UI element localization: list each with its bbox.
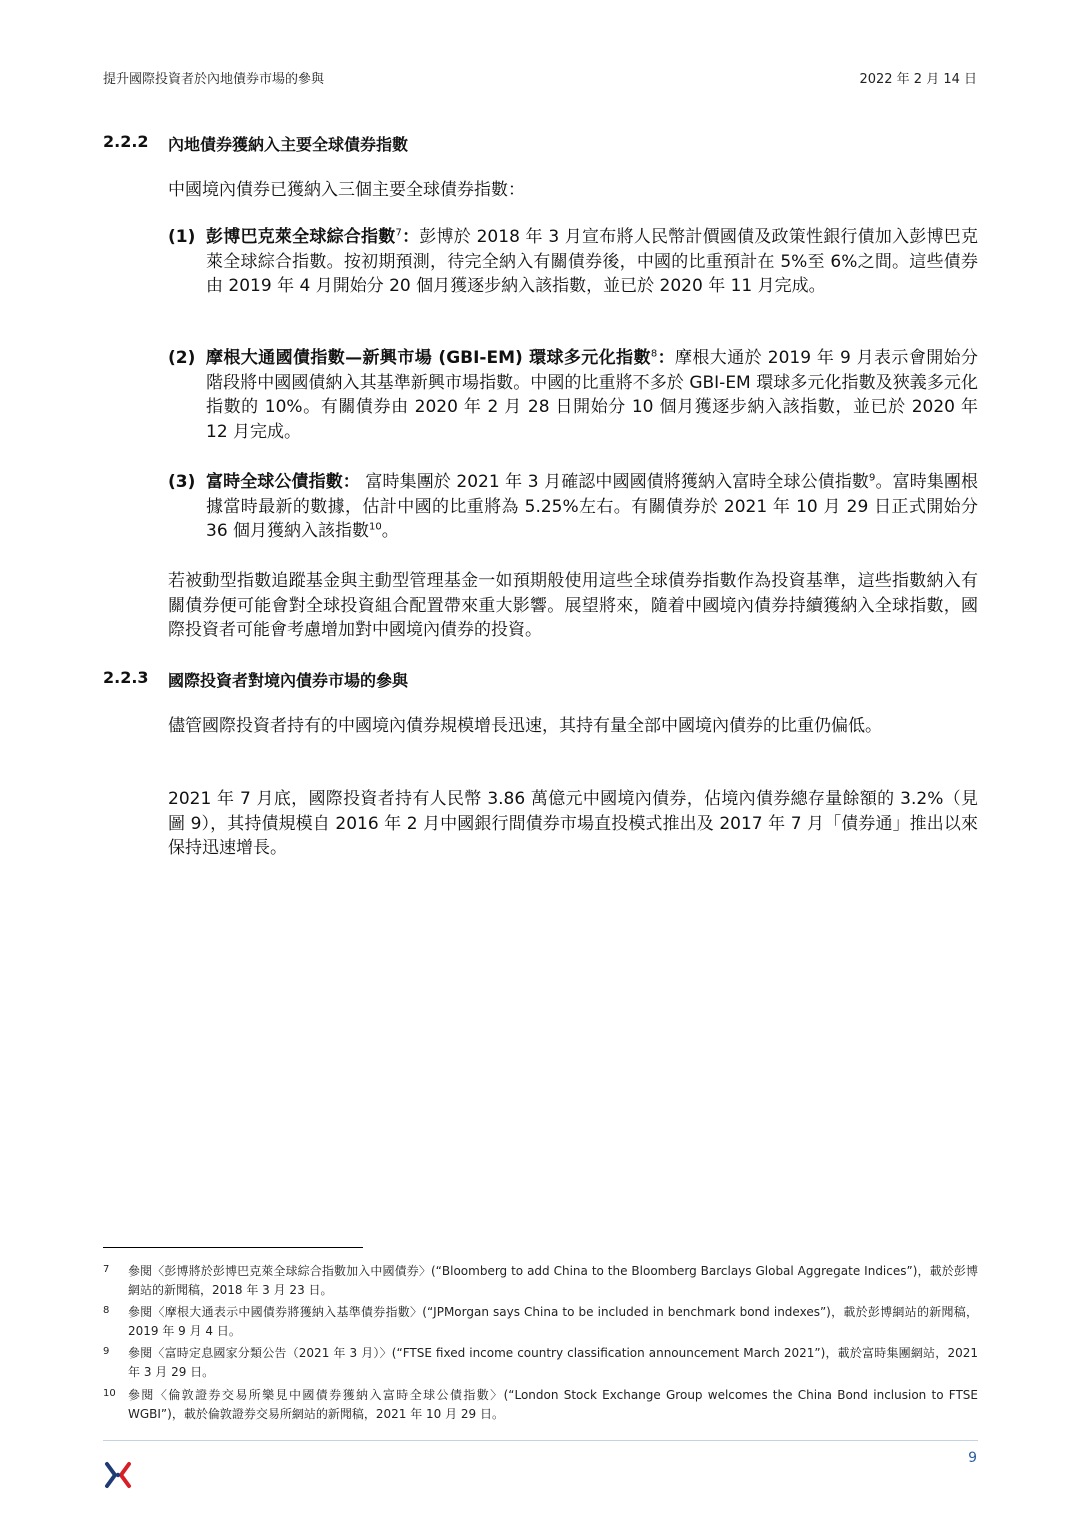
- hkex-x-logo-icon: [103, 1460, 133, 1490]
- footnote-text: 參閱〈彭博將於彭博巴克萊全球綜合指數加入中國債券〉(“Bloomberg to add China to the Bloomberg Barclays Global Aggregate Indices”)，載於彭博網站的新聞稿，2018 年 3 月 23 日。: [128, 1264, 978, 1297]
- footnote-number: 9: [103, 1346, 110, 1357]
- footnote-ref: 10: [369, 521, 382, 533]
- section-title: 內地債券獲納入主要全球債券指數: [168, 135, 409, 154]
- running-header-title: 提升國際投資者於內地債券市場的參與: [103, 72, 325, 87]
- footnote-number: 7: [103, 1264, 110, 1275]
- footnote-text: 參閱〈富時定息國家分類公告（2021 年 3 月）〉(“FTSE fixed income country classification announcement March 2021”)，載於富時集團網站，2021 年 3 月 29 日。: [128, 1346, 978, 1379]
- list-item-colon: ：: [657, 348, 676, 368]
- list-item-text: 富時集團於 2021 年 3 月確認中國國債將獲納入富時全球公債指數: [359, 472, 870, 492]
- running-header-date: 2022 年 2 月 14 日: [859, 72, 977, 87]
- list-item-number: (3): [168, 472, 196, 492]
- list-item-colon: ：: [401, 227, 420, 247]
- list-item: [206, 225, 978, 299]
- list-item-text: 彭博於 2018 年 3 月宣布將人民幣計價國債及政策性銀行債加入彭博巴克萊全球綜合指數。按初期預測，待完全納入有關債券後，中國的比重預計在 5%至 6%之間。這些債券由 2019 年 4 月開始分 20 個月獲逐步納入該指數，並已於 2020 年 11 月完成。: [206, 227, 978, 296]
- list-item-text: 。富時集團根據當時最新的數據，估計中國的比重將為 5.25%左右。有關債券於 2021 年 10 月 29 日正式開始分 36 個月獲納入該指數: [206, 472, 978, 541]
- footnote-separator: [103, 1247, 363, 1248]
- section-title: 國際投資者對境內債券市場的參與: [168, 671, 409, 690]
- section-number: 2.2.2: [103, 132, 149, 151]
- footnote-ref: 8: [650, 348, 658, 360]
- list-item-number: (2): [168, 348, 196, 368]
- list-item: [206, 470, 978, 544]
- list-item-title: 富時全球公債指數：: [206, 472, 360, 492]
- list-item-title: 彭博巴克萊全球綜合指數: [206, 227, 396, 247]
- footnote-text: 參閱〈倫敦證券交易所樂見中國債券獲納入富時全球公債指數〉(“London Stock Exchange Group welcomes the China Bond inclusion to FTSE WGBI”)，載於倫敦證券交易所網站的新聞稿，2021 年 10 月 29 日。: [128, 1388, 978, 1421]
- list-item-title: 摩根大通國債指數—新興市場 (GBI-EM) 環球多元化指數: [206, 348, 651, 368]
- footer-divider: [103, 1440, 978, 1441]
- body-paragraph: 儘管國際投資者持有的中國境內債券規模增長迅速，其持有量全部中國境內債券的比重仍偏低。: [168, 716, 882, 736]
- section-intro: 中國境內債券已獲納入三個主要全球債券指數：: [168, 180, 525, 200]
- page-number: 9: [968, 1450, 977, 1466]
- body-paragraph: 2021 年 7 月底，國際投資者持有人民幣 3.86 萬億元中國境內債券，佔境內債券總存量餘額的 3.2%（見圖 9），其持債規模自 2016 年 2 月中國銀行間債券市場直投模式推出及 2017 年 7 月「債券通」推出以來保持迅速增長。: [168, 789, 978, 858]
- footnote-text: 參閱〈摩根大通表示中國債券將獲納入基準債券指數〉(“JPMorgan says China to be included in benchmark bond indexes”)，載於彭博網站的新聞稿，2019 年 9 月 4 日。: [128, 1305, 978, 1338]
- list-item-number: (1): [168, 227, 196, 247]
- list-item-text: 摩根大通於 2019 年 9 月表示會開始分階段將中國國債納入其基準新興市場指數。中國的比重將不多於 GBI-EM 環球多元化指數及狹義多元化指數的 10%。有關債券由 2020 年 2 月 28 日開始分 10 個月獲逐步納入該指數，並已於 2020 年 12 月完成。: [206, 348, 978, 442]
- footnote-number: 10: [103, 1388, 116, 1399]
- footnote-ref: 7: [395, 227, 402, 239]
- footnote-number: 8: [103, 1305, 110, 1316]
- list-item-text: 。: [381, 521, 399, 541]
- list-item: [206, 346, 978, 444]
- footnote-ref: 9: [869, 472, 876, 484]
- section-closing-paragraph: 若被動型指數追蹤基金與主動型管理基金一如預期般使用這些全球債券指數作為投資基準，這些指數納入有關債券便可能會對全球投資組合配置帶來重大影響。展望將來，隨着中國境內債券持續獲納入全球指數，國際投資者可能會考慮增加對中國境內債券的投資。: [168, 571, 978, 640]
- section-number: 2.2.3: [103, 668, 149, 687]
